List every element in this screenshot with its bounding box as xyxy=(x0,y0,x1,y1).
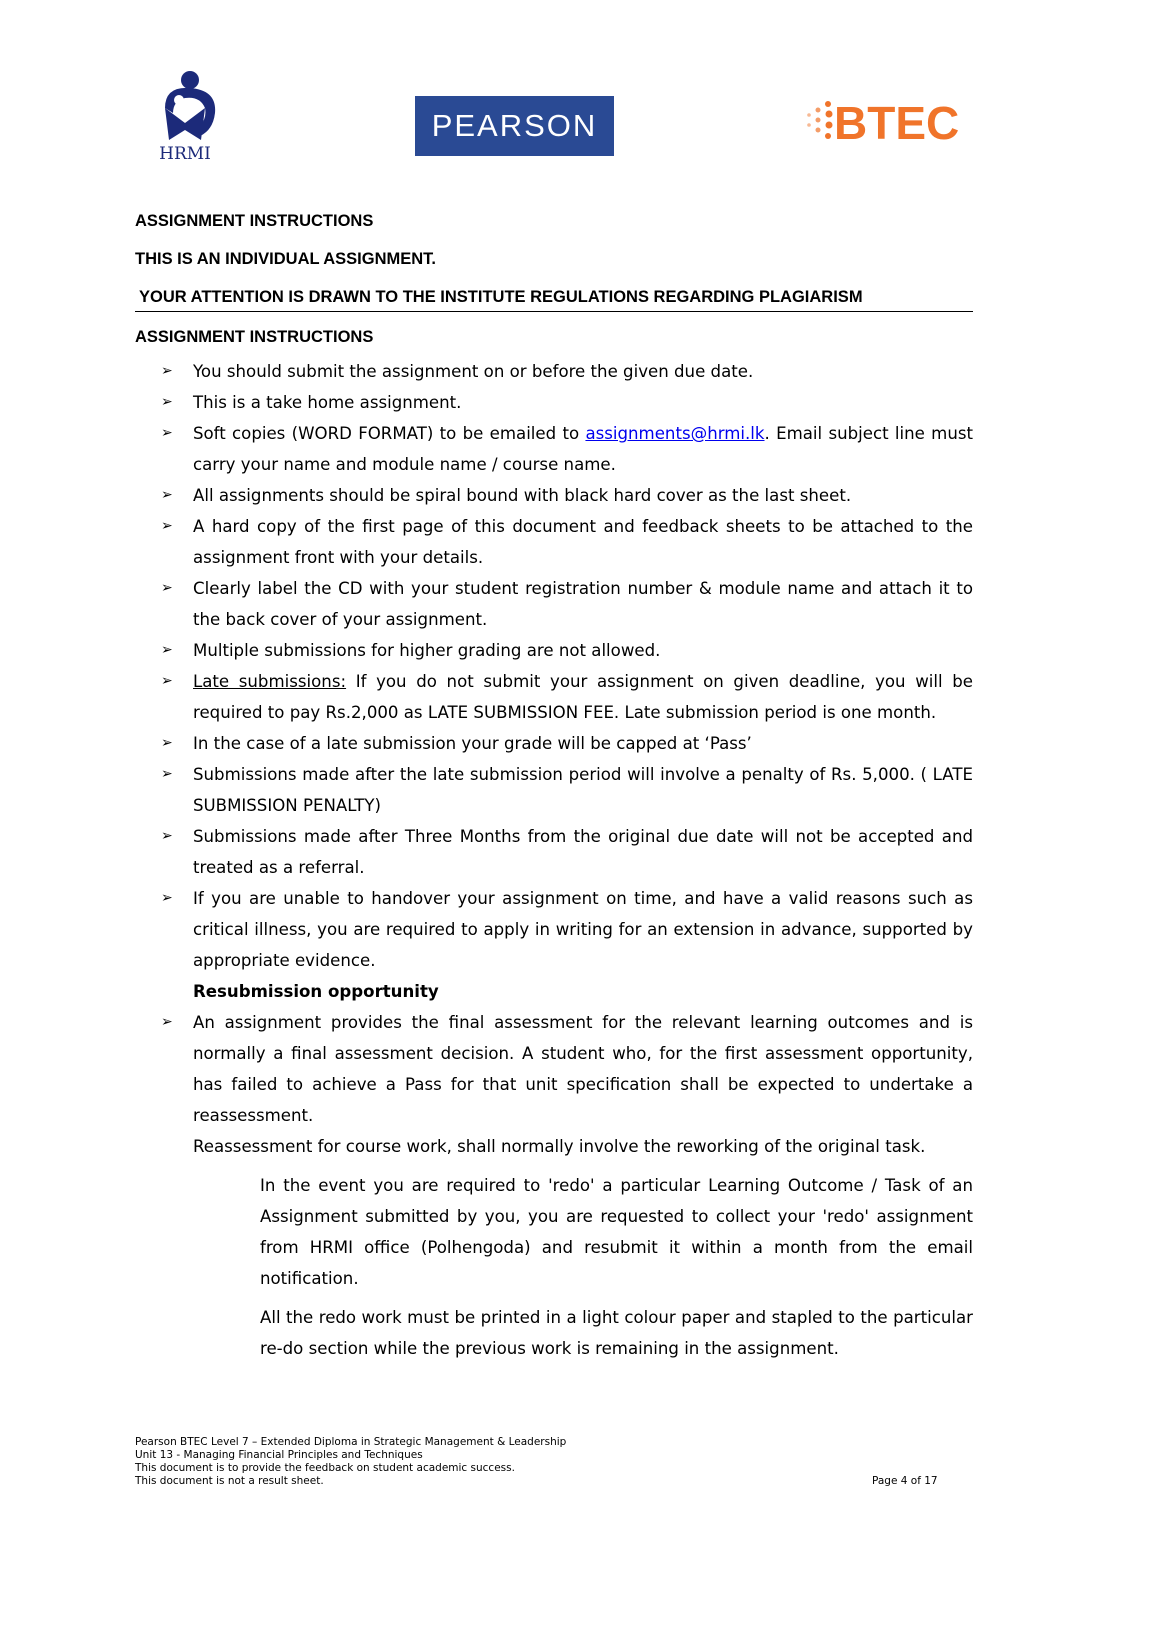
item-text: Soft copies (WORD FORMAT) to be emailed to xyxy=(193,424,586,443)
hrmi-logo xyxy=(135,68,235,166)
redo-paragraph: In the event you are required to 'redo' a particular Learning Outcome / Task of an Assignment submitted by you, you are requested to collect your 'redo' assignment from HRMI office (Polhengoda) and resubmit it within a month from the email notification. xyxy=(260,1176,973,1288)
item-text: Clearly label the CD with your student registration number & module name and attach it to the back cover of your assignment. xyxy=(193,579,973,629)
arrow-bullet-icon: ➢ xyxy=(161,518,173,534)
list-item xyxy=(135,821,973,883)
arrow-bullet-icon: ➢ xyxy=(161,642,173,658)
list-item xyxy=(135,387,973,418)
arrow-bullet-icon: ➢ xyxy=(161,673,173,689)
item-text: A hard copy of the first page of this document and feedback sheets to be attached to the assignment front with your details. xyxy=(193,517,973,567)
list-item xyxy=(135,883,973,976)
reassessment-paragraph xyxy=(135,1131,973,1162)
list-item xyxy=(135,418,973,480)
arrow-bullet-icon: ➢ xyxy=(161,487,173,503)
hrmi-emblem-icon xyxy=(135,68,235,143)
item-text: If you do not submit your assignment on given deadline, you will be required to pay Rs.2,000 as LATE SUBMISSION FEE. Late submission period is one month. xyxy=(193,672,973,722)
item-text: . Email subject line must carry your name and module name / course name. xyxy=(193,424,973,474)
arrow-bullet-icon: ➢ xyxy=(161,580,173,596)
item-text: Submissions made after the late submission period will involve a penalty of Rs. 5,000. ( LATE SUBMISSION PENALTY) xyxy=(193,765,973,815)
item-text: This is a take home assignment. xyxy=(193,393,462,412)
footer-line: Unit 13 - Managing Financial Principles and Techniques xyxy=(135,1449,423,1461)
hrmi-logo-text: HRMI xyxy=(159,144,211,164)
list-item xyxy=(135,573,973,635)
item-text: All assignments should be spiral bound with black hard cover as the last sheet. xyxy=(193,486,852,505)
arrow-bullet-icon: ➢ xyxy=(161,425,173,441)
pearson-logo: PEARSON xyxy=(415,96,614,156)
heading-assignment-instructions: ASSIGNMENT INSTRUCTIONS xyxy=(135,212,374,230)
page-number: Page 4 of 17 xyxy=(872,1475,938,1487)
item-text: You should submit the assignment on or before the given due date. xyxy=(193,362,754,381)
list-item xyxy=(135,666,973,728)
arrow-bullet-icon: ➢ xyxy=(161,890,173,906)
btec-dots-icon xyxy=(802,98,836,150)
item-text: If you are unable to handover your assignment on time, and have a valid reasons such as critical illness, you are required to apply in writing for an extension in advance, supported by appropriate evidence. xyxy=(193,889,973,970)
list-item xyxy=(135,356,973,387)
btec-logo xyxy=(802,98,972,150)
list-item xyxy=(135,635,973,666)
footer xyxy=(135,1436,566,1488)
list-item xyxy=(135,480,973,511)
footer-line: This document is not a result sheet. xyxy=(135,1475,324,1487)
instructions-list xyxy=(135,356,973,1364)
arrow-bullet-icon: ➢ xyxy=(161,1014,173,1030)
arrow-bullet-icon: ➢ xyxy=(161,363,173,379)
list-item xyxy=(135,728,973,759)
list-item xyxy=(135,1007,973,1131)
paragraph-text: Reassessment for course work, shall normally involve the reworking of the original task. xyxy=(193,1137,926,1156)
arrow-bullet-icon: ➢ xyxy=(161,766,173,782)
btec-logo-text: BTEC xyxy=(834,97,960,149)
item-text: Submissions made after Three Months from the original due date will not be accepted and treated as a referral. xyxy=(193,827,973,877)
email-link[interactable]: assignments@hrmi.lk xyxy=(585,424,765,443)
late-submissions-label: Late submissions: xyxy=(193,672,347,691)
item-text: In the case of a late submission your grade will be capped at ‘Pass’ xyxy=(193,734,752,753)
arrow-bullet-icon: ➢ xyxy=(161,394,173,410)
footer-line: Pearson BTEC Level 7 – Extended Diploma in Strategic Management & Leadership xyxy=(135,1436,567,1448)
heading-assignment-instructions-2: ASSIGNMENT INSTRUCTIONS xyxy=(135,328,374,346)
item-text: Multiple submissions for higher grading are not allowed. xyxy=(193,641,661,660)
list-item xyxy=(135,511,973,573)
heading-individual-assignment: THIS IS AN INDIVIDUAL ASSIGNMENT. xyxy=(135,250,436,268)
redo-printing-paragraph: All the redo work must be printed in a light colour paper and stapled to the particular re-do section while the previous work is remaining in the assignment. xyxy=(260,1308,973,1358)
resubmission-heading: Resubmission opportunity xyxy=(193,982,439,1001)
list-item xyxy=(135,759,973,821)
item-text: An assignment provides the final assessment for the relevant learning outcomes and is normally a final assessment decision. A student who, for the first assessment opportunity, has failed to achieve a Pass for that unit specification shall be expected to undertake a reassessment. xyxy=(193,1013,973,1125)
heading-plagiarism: YOUR ATTENTION IS DRAWN TO THE INSTITUTE REGULATIONS REGARDING PLAGIARISM xyxy=(139,288,863,306)
footer-line: This document is to provide the feedback on student academic success. xyxy=(135,1462,515,1474)
arrow-bullet-icon: ➢ xyxy=(161,828,173,844)
divider xyxy=(135,311,973,312)
arrow-bullet-icon: ➢ xyxy=(161,735,173,751)
